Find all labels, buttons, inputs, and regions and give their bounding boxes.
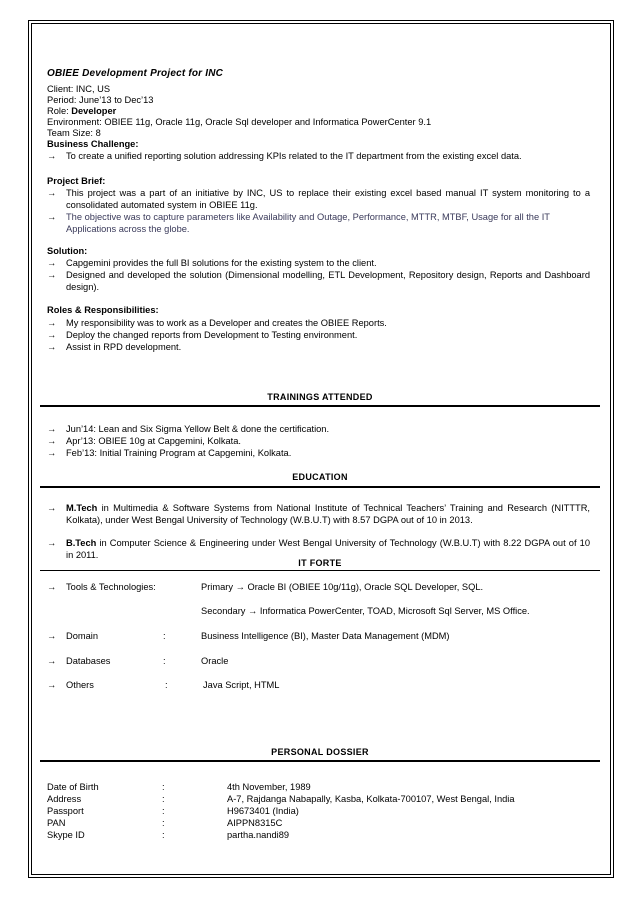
arrow-icon: →: [47, 330, 57, 340]
colon: :: [162, 818, 165, 828]
pan-label: PAN: [47, 818, 66, 828]
solution-item: Capgemini provides the full BI solutions for the existing system to the client.: [66, 258, 377, 268]
arrow-icon: →: [47, 270, 57, 280]
section-divider: [40, 405, 600, 407]
training-item: Apr’13: OBIEE 10g at Capgemini, Kolkata.: [66, 436, 242, 446]
project-title: OBIEE Development Project for INC: [47, 68, 224, 79]
pan-value: AIPPN8315C: [227, 818, 283, 828]
degree-name: B.Tech: [66, 538, 97, 548]
arrow-icon: →: [47, 318, 57, 328]
arrow-icon: →: [47, 503, 57, 513]
project-environment: Environment: OBIEE 11g, Oracle 11g, Oracle Sql developer and Informatica PowerCenter 9.1: [47, 117, 432, 127]
arrow-icon: →: [47, 436, 57, 446]
tools-primary: Primary → Oracle BI (OBIEE 10g/11g), Oracle SQL Developer, SQL.: [201, 582, 484, 592]
arrow-icon: →: [47, 151, 57, 161]
arrow-icon: →: [47, 680, 57, 690]
project-role: [47, 106, 116, 117]
colon: :: [163, 631, 166, 641]
colon: :: [162, 782, 165, 792]
tools-label: Tools & Technologies:: [66, 582, 156, 592]
colon: :: [163, 656, 166, 666]
roles-item: Deploy the changed reports from Development to Testing environment.: [66, 330, 358, 340]
degree-details: in Multimedia & Software Systems from National Institute of Technical Teachers’ Training and Research (NITTTR, Kolkata), under West Bengal University of Technology (W.B.U.T) with 8.57 DGPA out of 10 in 2013.: [66, 503, 590, 525]
arrow-icon: →: [47, 631, 57, 641]
trainings-heading: TRAININGS ATTENDED: [267, 392, 373, 402]
education-item: [66, 503, 590, 527]
roles-heading: Roles & Responsibilities:: [47, 305, 159, 315]
role-value: Developer: [71, 106, 117, 116]
arrow-icon: →: [47, 424, 57, 434]
databases-label: Databases: [66, 656, 111, 666]
arrow-icon: →: [47, 538, 57, 548]
project-period: Period: June’13 to Dec’13: [47, 95, 154, 105]
databases-value: Oracle: [201, 656, 229, 666]
training-item: Feb’13: Initial Training Program at Capgemini, Kolkata.: [66, 448, 292, 458]
others-value: Java Script, HTML: [203, 680, 280, 690]
domain-label: Domain: [66, 631, 99, 641]
colon: :: [162, 794, 165, 804]
degree-name: M.Tech: [66, 503, 98, 513]
colon: :: [162, 806, 165, 816]
address-label: Address: [47, 794, 82, 804]
arrow-icon: →: [47, 448, 57, 458]
arrow-icon: →: [47, 188, 57, 198]
arrow-icon: →: [47, 258, 57, 268]
arrow-icon: →: [47, 582, 57, 592]
colon: :: [165, 680, 168, 690]
project-client: Client: INC, US: [47, 84, 111, 94]
education-heading: EDUCATION: [292, 472, 348, 482]
business-challenge-item: To create a unified reporting solution addressing KPIs related to the IT department from the existing excel data.: [66, 151, 522, 161]
address-value: A-7, Rajdanga Nabapally, Kasba, Kolkata-700107, West Bengal, India: [227, 794, 515, 804]
role-label: Role:: [47, 106, 72, 116]
section-divider: [40, 486, 600, 488]
project-team-size: Team Size: 8: [47, 128, 101, 138]
roles-item: My responsibility was to work as a Developer and creates the OBIEE Reports.: [66, 318, 387, 328]
colon: :: [162, 830, 165, 840]
tools-secondary: Secondary → Informatica PowerCenter, TOAD, Microsoft Sql Server, MS Office.: [201, 606, 530, 616]
skype-value: partha.nandi89: [227, 830, 290, 840]
solution-heading: Solution:: [47, 246, 88, 256]
domain-value: Business Intelligence (BI), Master Data Management (MDM): [201, 631, 450, 641]
arrow-icon: →: [47, 342, 57, 352]
project-brief-heading: Project Brief:: [47, 176, 106, 186]
it-forte-heading: IT FORTE: [298, 558, 342, 568]
others-label: Others: [66, 680, 94, 690]
passport-value: H9673401 (India): [227, 806, 299, 816]
degree-details: in Computer Science & Engineering under West Bengal University of Technology (W.B.U.T) with 8.22 DGPA out of 10 in 2011.: [66, 538, 590, 560]
project-brief-item: This project was a part of an initiative by INC, US to replace their existing excel based manual IT system monitoring to a consolidated automated system in OBIEE 11g.: [66, 188, 590, 210]
section-divider: [40, 570, 600, 571]
dossier-heading: PERSONAL DOSSIER: [271, 747, 369, 757]
arrow-icon: →: [47, 212, 57, 222]
passport-label: Passport: [47, 806, 84, 816]
arrow-icon: →: [47, 656, 57, 666]
dob-label: Date of Birth: [47, 782, 99, 792]
roles-item: Assist in RPD development.: [66, 342, 182, 352]
dob-value: 4th November, 1989: [227, 782, 311, 792]
skype-label: Skype ID: [47, 830, 85, 840]
solution-item: Designed and developed the solution (Dimensional modelling, ETL Development, Repository design, Reports and Dashboard design).: [66, 270, 590, 292]
project-brief-item: The objective was to capture parameters like Availability and Outage, Performance, MTTR, MTBF, Usage for all the IT Applications across the globe.: [66, 212, 550, 234]
section-divider: [40, 760, 600, 762]
business-challenge-heading: Business Challenge:: [47, 139, 139, 149]
training-item: Jun’14: Lean and Six Sigma Yellow Belt & done the certification.: [66, 424, 330, 434]
